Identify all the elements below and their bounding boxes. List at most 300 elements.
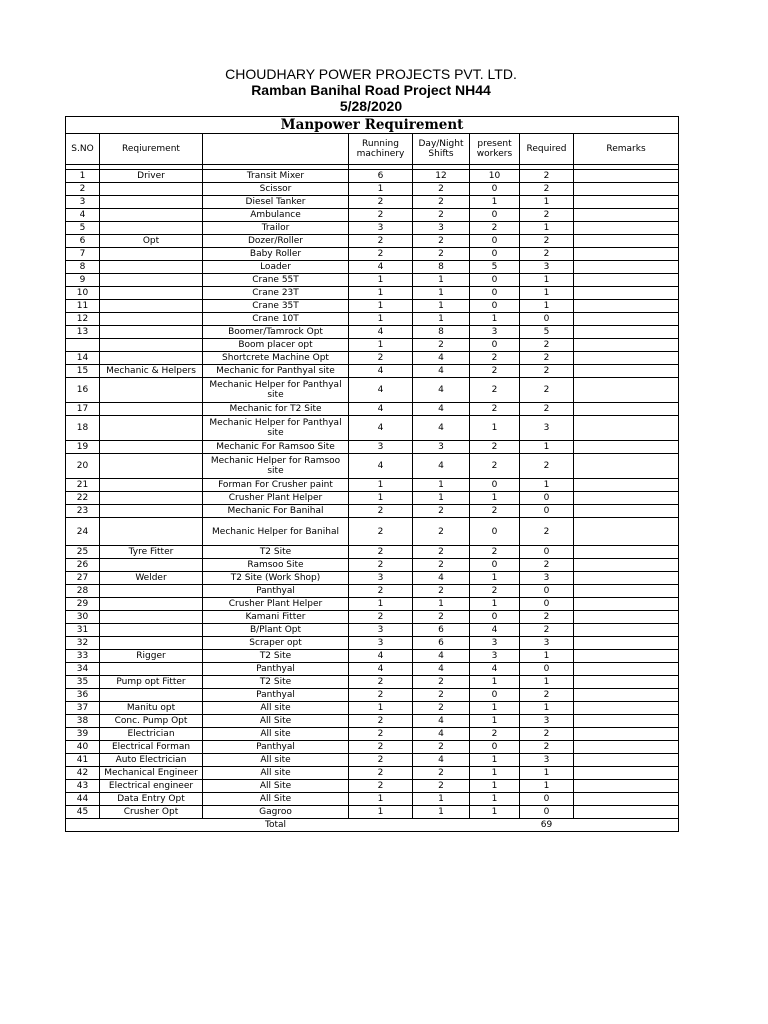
cell-running: 2: [349, 754, 413, 767]
cell-shifts: 8: [413, 326, 470, 339]
cell-machine: Dozer/Roller: [203, 235, 349, 248]
cell-shifts: 1: [413, 806, 470, 819]
cell-running: 2: [349, 209, 413, 222]
cell-running: 1: [349, 274, 413, 287]
cell-running: 2: [349, 518, 413, 546]
cell-shifts: 1: [413, 313, 470, 326]
cell-required: 1: [520, 702, 574, 715]
cell-remarks: [574, 222, 679, 235]
cell-machine: Panthyal: [203, 585, 349, 598]
cell-sno: 10: [66, 287, 100, 300]
table-row: [66, 702, 679, 715]
cell-required: 0: [520, 793, 574, 806]
table-row: [66, 559, 679, 572]
cell-requirement: Mechanical Engineer: [100, 767, 203, 780]
cell-requirement: [100, 518, 203, 546]
cell-present: 4: [470, 663, 520, 676]
cell-sno: 2: [66, 183, 100, 196]
cell-machine: Mechanic For Ramsoo Site: [203, 441, 349, 454]
cell-sno: 14: [66, 352, 100, 365]
cell-requirement: [100, 689, 203, 702]
cell-remarks: [574, 378, 679, 403]
cell-running: 3: [349, 222, 413, 235]
manpower-table: [65, 116, 679, 832]
cell-shifts: 2: [413, 702, 470, 715]
cell-machine: Kamani Fitter: [203, 611, 349, 624]
cell-present: 1: [470, 715, 520, 728]
cell-shifts: 1: [413, 274, 470, 287]
cell-present: 10: [470, 170, 520, 183]
cell-required: 0: [520, 585, 574, 598]
cell-running: 2: [349, 676, 413, 689]
table-row: [66, 326, 679, 339]
cell-required: 2: [520, 454, 574, 479]
cell-remarks: [574, 702, 679, 715]
table-body: [66, 170, 679, 819]
cell-remarks: [574, 170, 679, 183]
cell-machine: Crusher Plant Helper: [203, 598, 349, 611]
cell-present: 3: [470, 326, 520, 339]
table-row: [66, 479, 679, 492]
cell-requirement: [100, 598, 203, 611]
cell-running: 4: [349, 403, 413, 416]
cell-sno: 12: [66, 313, 100, 326]
cell-shifts: 2: [413, 183, 470, 196]
cell-sno: 40: [66, 741, 100, 754]
cell-shifts: 2: [413, 741, 470, 754]
cell-required: 3: [520, 416, 574, 441]
cell-shifts: 3: [413, 222, 470, 235]
cell-remarks: [574, 806, 679, 819]
table-row: [66, 403, 679, 416]
cell-present: 0: [470, 611, 520, 624]
cell-running: 2: [349, 505, 413, 518]
cell-sno: 6: [66, 235, 100, 248]
cell-remarks: [574, 454, 679, 479]
cell-required: 2: [520, 728, 574, 741]
cell-running: 2: [349, 728, 413, 741]
cell-required: 2: [520, 209, 574, 222]
cell-running: 2: [349, 689, 413, 702]
cell-remarks: [574, 300, 679, 313]
cell-machine: All Site: [203, 780, 349, 793]
cell-shifts: 2: [413, 248, 470, 261]
cell-remarks: [574, 767, 679, 780]
cell-required: 3: [520, 261, 574, 274]
cell-required: 2: [520, 611, 574, 624]
cell-sno: 31: [66, 624, 100, 637]
cell-sno: 34: [66, 663, 100, 676]
cell-machine: All Site: [203, 793, 349, 806]
table-row: [66, 741, 679, 754]
cell-present: 0: [470, 235, 520, 248]
cell-shifts: 12: [413, 170, 470, 183]
cell-running: 1: [349, 287, 413, 300]
cell-requirement: [100, 441, 203, 454]
col-header-remarks: Remarks: [574, 134, 679, 165]
cell-running: 1: [349, 339, 413, 352]
cell-remarks: [574, 793, 679, 806]
cell-sno: 27: [66, 572, 100, 585]
cell-shifts: 1: [413, 598, 470, 611]
cell-remarks: [574, 326, 679, 339]
col-header-running: Running machinery: [349, 134, 413, 165]
cell-sno: 24: [66, 518, 100, 546]
cell-required: 1: [520, 650, 574, 663]
cell-remarks: [574, 715, 679, 728]
cell-shifts: 2: [413, 767, 470, 780]
cell-machine: Mechanic For Banihal: [203, 505, 349, 518]
company-name: CHOUDHARY POWER PROJECTS PVT. LTD.: [225, 66, 517, 82]
table-row: [66, 313, 679, 326]
cell-remarks: [574, 209, 679, 222]
cell-requirement: [100, 416, 203, 441]
cell-shifts: 2: [413, 518, 470, 546]
cell-requirement: [100, 274, 203, 287]
cell-remarks: [574, 650, 679, 663]
cell-shifts: 1: [413, 492, 470, 505]
cell-shifts: 4: [413, 365, 470, 378]
cell-requirement: Electrical Forman: [100, 741, 203, 754]
cell-running: 4: [349, 365, 413, 378]
cell-machine: Forman For Crusher paint: [203, 479, 349, 492]
cell-machine: All site: [203, 754, 349, 767]
table-row: [66, 806, 679, 819]
cell-present: 1: [470, 572, 520, 585]
cell-required: 2: [520, 365, 574, 378]
cell-shifts: 8: [413, 261, 470, 274]
cell-shifts: 2: [413, 209, 470, 222]
cell-sno: 42: [66, 767, 100, 780]
cell-remarks: [574, 339, 679, 352]
cell-required: 1: [520, 196, 574, 209]
cell-present: 2: [470, 546, 520, 559]
table-row: [66, 546, 679, 559]
cell-present: 1: [470, 793, 520, 806]
cell-requirement: Electrical engineer: [100, 780, 203, 793]
table-row: [66, 235, 679, 248]
cell-shifts: 4: [413, 403, 470, 416]
cell-sno: 44: [66, 793, 100, 806]
col-header-sno: S.NO: [66, 134, 100, 165]
cell-requirement: [100, 339, 203, 352]
cell-present: 2: [470, 505, 520, 518]
table-row: [66, 183, 679, 196]
table-row: [66, 767, 679, 780]
cell-remarks: [574, 637, 679, 650]
cell-requirement: Tyre Fitter: [100, 546, 203, 559]
table-row: [66, 274, 679, 287]
cell-remarks: [574, 274, 679, 287]
table-row: [66, 663, 679, 676]
cell-machine: Mechanic for Panthyal site: [203, 365, 349, 378]
cell-remarks: [574, 624, 679, 637]
cell-running: 4: [349, 261, 413, 274]
cell-remarks: [574, 559, 679, 572]
cell-required: 0: [520, 505, 574, 518]
cell-present: 1: [470, 780, 520, 793]
cell-present: 2: [470, 441, 520, 454]
cell-running: 2: [349, 546, 413, 559]
cell-machine: All site: [203, 728, 349, 741]
cell-shifts: 4: [413, 728, 470, 741]
table-row: [66, 209, 679, 222]
table-row: [66, 287, 679, 300]
cell-present: 0: [470, 287, 520, 300]
cell-machine: Scraper opt: [203, 637, 349, 650]
cell-required: 1: [520, 441, 574, 454]
table-row: [66, 378, 679, 403]
cell-running: 1: [349, 183, 413, 196]
cell-sno: 22: [66, 492, 100, 505]
cell-present: 1: [470, 767, 520, 780]
col-header-requirement: Reqiurement: [100, 134, 203, 165]
cell-required: 1: [520, 780, 574, 793]
cell-requirement: Welder: [100, 572, 203, 585]
table-row: [66, 572, 679, 585]
cell-running: 2: [349, 741, 413, 754]
cell-sno: 20: [66, 454, 100, 479]
cell-sno: 15: [66, 365, 100, 378]
cell-requirement: [100, 454, 203, 479]
cell-remarks: [574, 754, 679, 767]
cell-requirement: [100, 505, 203, 518]
cell-present: 0: [470, 339, 520, 352]
cell-running: 3: [349, 637, 413, 650]
cell-required: 3: [520, 637, 574, 650]
cell-remarks: [574, 611, 679, 624]
cell-machine: Gagroo: [203, 806, 349, 819]
cell-requirement: [100, 326, 203, 339]
table-title: Manpower Requirement: [66, 117, 679, 134]
cell-requirement: Data Entry Opt: [100, 793, 203, 806]
cell-required: 2: [520, 183, 574, 196]
cell-sno: 16: [66, 378, 100, 403]
cell-shifts: 1: [413, 479, 470, 492]
cell-sno: 1: [66, 170, 100, 183]
cell-sno: 11: [66, 300, 100, 313]
cell-machine: Crane 10T: [203, 313, 349, 326]
cell-shifts: 4: [413, 715, 470, 728]
cell-machine: Boom placer opt: [203, 339, 349, 352]
cell-requirement: [100, 196, 203, 209]
cell-present: 0: [470, 559, 520, 572]
cell-running: 1: [349, 313, 413, 326]
cell-running: 1: [349, 479, 413, 492]
cell-running: 1: [349, 300, 413, 313]
cell-remarks: [574, 572, 679, 585]
cell-required: 2: [520, 352, 574, 365]
cell-machine: Mechanic Helper for Ramsoo site: [203, 454, 349, 479]
cell-requirement: [100, 492, 203, 505]
table-row: [66, 416, 679, 441]
cell-sno: 7: [66, 248, 100, 261]
cell-remarks: [574, 689, 679, 702]
cell-remarks: [574, 663, 679, 676]
cell-present: 1: [470, 754, 520, 767]
report-date: 5/28/2020: [339, 98, 403, 114]
cell-sno: 26: [66, 559, 100, 572]
cell-present: 2: [470, 728, 520, 741]
cell-sno: 21: [66, 479, 100, 492]
cell-requirement: Opt: [100, 235, 203, 248]
cell-required: 0: [520, 492, 574, 505]
cell-present: 1: [470, 702, 520, 715]
cell-required: 2: [520, 235, 574, 248]
table-row: [66, 676, 679, 689]
cell-required: 5: [520, 326, 574, 339]
cell-running: 1: [349, 598, 413, 611]
cell-running: 4: [349, 378, 413, 403]
cell-requirement: [100, 248, 203, 261]
cell-present: 3: [470, 650, 520, 663]
cell-running: 3: [349, 572, 413, 585]
cell-sno: 8: [66, 261, 100, 274]
cell-required: 0: [520, 313, 574, 326]
table-row: [66, 624, 679, 637]
cell-present: 1: [470, 313, 520, 326]
col-header-present: present workers: [470, 134, 520, 165]
table-row: [66, 637, 679, 650]
cell-required: 2: [520, 378, 574, 403]
cell-running: 2: [349, 352, 413, 365]
cell-requirement: [100, 261, 203, 274]
cell-present: 2: [470, 585, 520, 598]
cell-sno: 33: [66, 650, 100, 663]
cell-machine: Scissor: [203, 183, 349, 196]
table-row: [66, 505, 679, 518]
cell-required: 0: [520, 663, 574, 676]
cell-sno: 18: [66, 416, 100, 441]
cell-present: 0: [470, 300, 520, 313]
cell-shifts: 6: [413, 624, 470, 637]
cell-sno: 29: [66, 598, 100, 611]
cell-sno: 28: [66, 585, 100, 598]
cell-sno: 5: [66, 222, 100, 235]
cell-machine: Crane 23T: [203, 287, 349, 300]
cell-running: 1: [349, 806, 413, 819]
cell-machine: Mechanic for T2 Site: [203, 403, 349, 416]
cell-requirement: [100, 559, 203, 572]
cell-required: 1: [520, 479, 574, 492]
cell-shifts: 4: [413, 572, 470, 585]
cell-required: 0: [520, 598, 574, 611]
table-row: [66, 300, 679, 313]
cell-required: 2: [520, 689, 574, 702]
table-row: [66, 261, 679, 274]
cell-machine: All site: [203, 702, 349, 715]
cell-present: 3: [470, 637, 520, 650]
cell-machine: Crane 35T: [203, 300, 349, 313]
cell-shifts: 1: [413, 793, 470, 806]
cell-requirement: Crusher Opt: [100, 806, 203, 819]
cell-required: 3: [520, 754, 574, 767]
cell-present: 1: [470, 416, 520, 441]
cell-remarks: [574, 505, 679, 518]
cell-sno: 9: [66, 274, 100, 287]
cell-running: 6: [349, 170, 413, 183]
col-header-machine: [203, 134, 349, 165]
cell-requirement: [100, 287, 203, 300]
cell-running: 2: [349, 559, 413, 572]
cell-shifts: 2: [413, 585, 470, 598]
cell-remarks: [574, 728, 679, 741]
cell-sno: 30: [66, 611, 100, 624]
cell-sno: 32: [66, 637, 100, 650]
cell-present: 0: [470, 479, 520, 492]
cell-running: 2: [349, 235, 413, 248]
cell-machine: Panthyal: [203, 741, 349, 754]
cell-machine: T2 Site (Work Shop): [203, 572, 349, 585]
col-header-required: Required: [520, 134, 574, 165]
cell-requirement: [100, 313, 203, 326]
cell-required: 1: [520, 222, 574, 235]
cell-sno: 41: [66, 754, 100, 767]
table-row: [66, 352, 679, 365]
table-row: [66, 518, 679, 546]
cell-shifts: 4: [413, 416, 470, 441]
cell-requirement: [100, 403, 203, 416]
cell-machine: All Site: [203, 715, 349, 728]
cell-running: 2: [349, 715, 413, 728]
table-row: [66, 754, 679, 767]
cell-remarks: [574, 365, 679, 378]
cell-remarks: [574, 676, 679, 689]
cell-sno: 13: [66, 326, 100, 339]
cell-shifts: 2: [413, 559, 470, 572]
cell-present: 1: [470, 676, 520, 689]
table-row: [66, 196, 679, 209]
cell-machine: Shortcrete Machine Opt: [203, 352, 349, 365]
cell-shifts: 2: [413, 780, 470, 793]
cell-machine: Crane 55T: [203, 274, 349, 287]
cell-present: 2: [470, 352, 520, 365]
table-row: [66, 492, 679, 505]
cell-sno: 36: [66, 689, 100, 702]
col-header-shifts: Day/Night Shifts: [413, 134, 470, 165]
table-row: [66, 611, 679, 624]
cell-sno: 37: [66, 702, 100, 715]
cell-present: 5: [470, 261, 520, 274]
cell-remarks: [574, 780, 679, 793]
cell-remarks: [574, 196, 679, 209]
cell-requirement: Rigger: [100, 650, 203, 663]
cell-machine: Ambulance: [203, 209, 349, 222]
cell-requirement: Driver: [100, 170, 203, 183]
cell-shifts: 4: [413, 352, 470, 365]
cell-requirement: [100, 209, 203, 222]
cell-required: 2: [520, 624, 574, 637]
cell-machine: Mechanic Helper for Panthyal site: [203, 416, 349, 441]
cell-sno: 38: [66, 715, 100, 728]
cell-machine: Diesel Tanker: [203, 196, 349, 209]
cell-shifts: 4: [413, 650, 470, 663]
table-row: [66, 715, 679, 728]
cell-running: 4: [349, 416, 413, 441]
cell-machine: All site: [203, 767, 349, 780]
cell-running: 3: [349, 441, 413, 454]
cell-remarks: [574, 441, 679, 454]
cell-shifts: 4: [413, 663, 470, 676]
cell-remarks: [574, 287, 679, 300]
cell-running: 2: [349, 767, 413, 780]
cell-running: 2: [349, 585, 413, 598]
cell-required: 0: [520, 546, 574, 559]
cell-remarks: [574, 585, 679, 598]
cell-shifts: 1: [413, 300, 470, 313]
cell-required: 2: [520, 518, 574, 546]
table-row: [66, 689, 679, 702]
